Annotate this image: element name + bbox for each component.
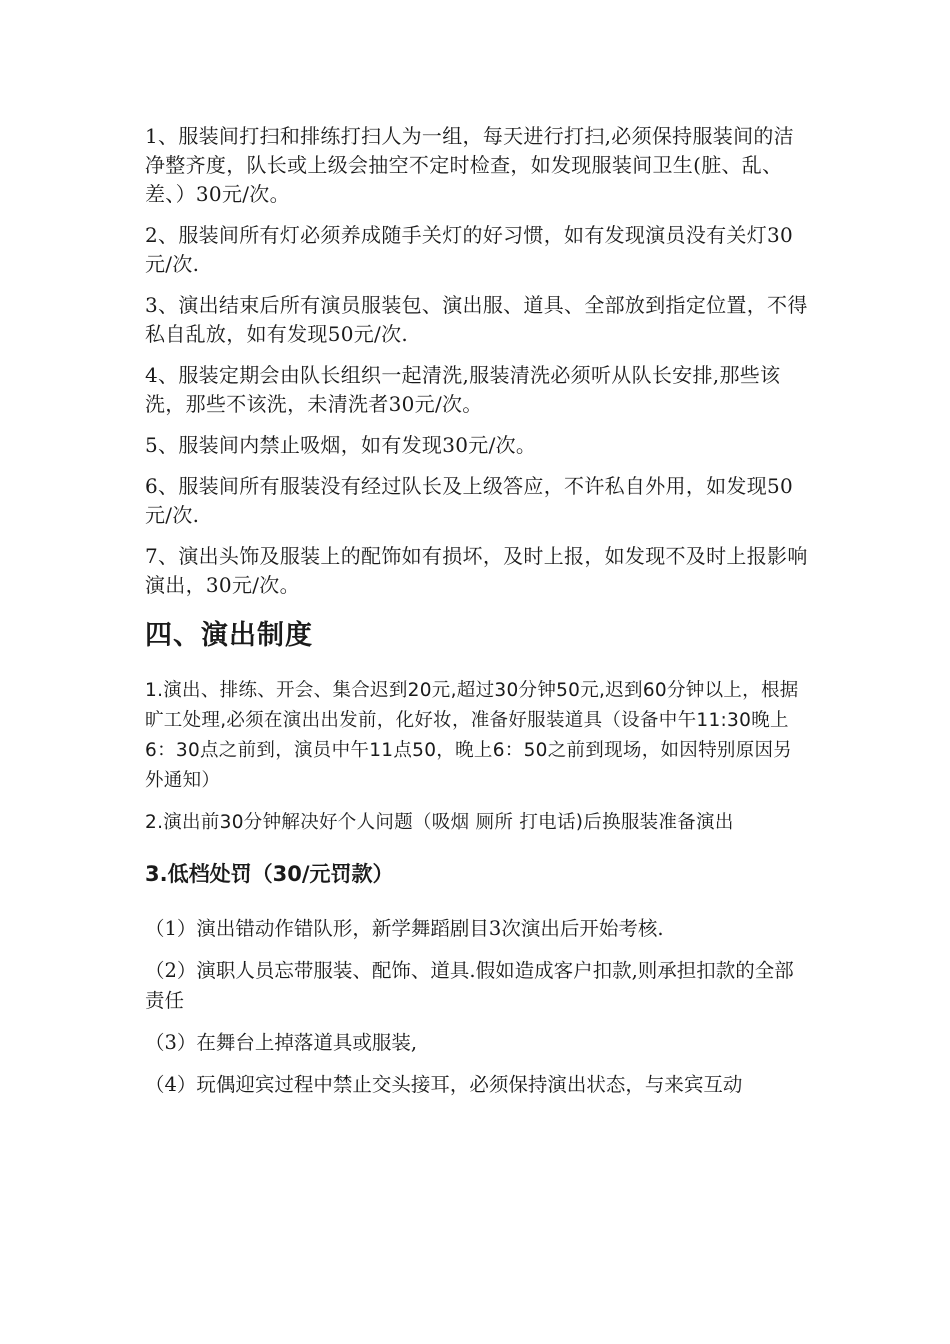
- wardrobe-rule-6: 6、服装间所有服装没有经过队长及上级答应，不许私自外用，如发现50元/次.: [145, 474, 794, 527]
- wardrobe-rule-2: 2、服装间所有灯必须养成随手关灯的好习惯，如有发现演员没有关灯30元/次.: [145, 223, 794, 276]
- performance-rule-2: 2.演出前30分钟解决好个人问题（吸烟 厕所 打电话)后换服装准备演出: [145, 812, 734, 833]
- wardrobe-rule-7: 7、演出头饰及服装上的配饰如有损坏，及时上报，如发现不及时上报影响演出，30元/次。: [145, 544, 808, 597]
- section-title-performance: 四、演出制度: [145, 620, 313, 651]
- wardrobe-rule-1: 1、服装间打扫和排练打扫人为一组，每天进行打扫,必须保持服装间的洁净整齐度，队长或上级会抽空不定时检查，如发现服装间卫生(脏、乱、差、）30元/次。: [145, 124, 794, 206]
- document-body: [145, 122, 810, 1112]
- performance-rule-1: 1.演出、排练、开会、集合迟到20元,超过30分钟50元,迟到60分钟以上，根据旷工处理,必须在演出出发前，化好妆，准备好服装道具（设备中午11:30晚上6：30点之前到，演员中午11点50，晚上6：50之前到现场，如因特别原因另外通知）: [145, 680, 799, 791]
- wardrobe-rule-3: 3、演出结束后所有演员服装包、演出服、道具、全部放到指定位置，不得私自乱放，如有发现50元/次.: [145, 293, 808, 346]
- penalty-item-4: （4）玩偶迎宾过程中禁止交头接耳，必须保持演出状态，与来宾互动: [145, 1073, 743, 1096]
- penalty-item-2: （2）演职人员忘带服装、配饰、道具.假如造成客户扣款,则承担扣款的全部责任: [145, 959, 794, 1012]
- wardrobe-rule-5: 5、服装间内禁止吸烟，如有发现30元/次。: [145, 433, 537, 457]
- wardrobe-rule-4: 4、服装定期会由队长组织一起清洗,服装清洗必须听从队长安排,那些该洗，那些不该洗，未清洗者30元/次。: [145, 363, 781, 416]
- penalty-heading: 3.低档处罚（30/元罚款）: [145, 862, 394, 886]
- penalty-item-1: （1）演出错动作错队形，新学舞蹈剧目3次演出后开始考核.: [145, 917, 664, 940]
- penalty-item-3: （3）在舞台上掉落道具或服装,: [145, 1031, 418, 1054]
